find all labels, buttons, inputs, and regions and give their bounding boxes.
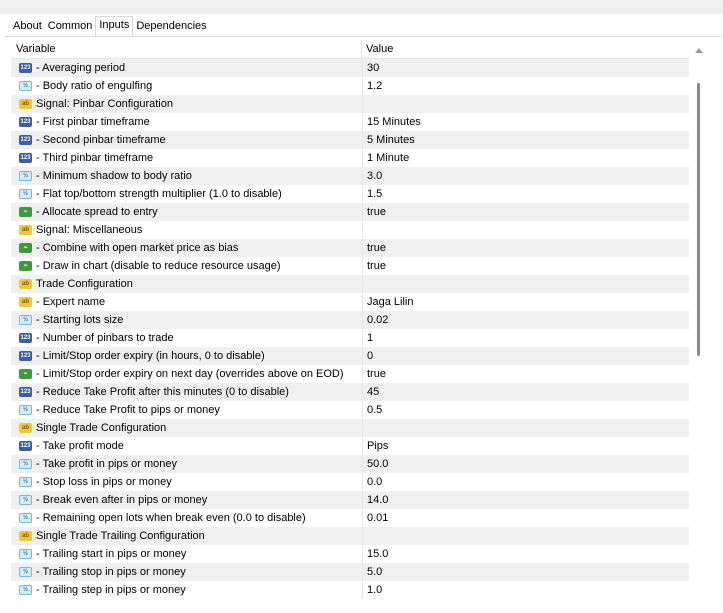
double-type-icon: ½ bbox=[19, 477, 32, 487]
double-type-icon: ½ bbox=[19, 315, 32, 325]
variable-label: - Starting lots size bbox=[36, 314, 124, 326]
table-row[interactable] bbox=[11, 203, 689, 221]
double-type-icon: ½ bbox=[19, 567, 32, 577]
variable-label: - Take profit in pips or money bbox=[36, 458, 178, 470]
variable-cell bbox=[11, 545, 363, 563]
integer-type-icon: 123 bbox=[20, 443, 31, 449]
value-cell[interactable]: Pips bbox=[367, 440, 389, 452]
variable-cell bbox=[11, 581, 363, 599]
value-cell[interactable]: 0 bbox=[367, 350, 374, 362]
table-row[interactable] bbox=[11, 491, 689, 509]
table-row[interactable] bbox=[11, 563, 689, 581]
integer-type-icon: 123 bbox=[20, 353, 31, 359]
table-row[interactable] bbox=[11, 347, 689, 365]
integer-type-icon: 123 bbox=[20, 335, 31, 341]
table-row[interactable] bbox=[11, 383, 689, 401]
variable-label: - Body ratio of engulfing bbox=[36, 80, 153, 92]
string-type-icon: ab bbox=[19, 225, 32, 235]
table-row[interactable] bbox=[11, 581, 689, 599]
inputs-grid bbox=[11, 40, 689, 612]
variable-label: - Draw in chart (disable to reduce resource usage) bbox=[36, 260, 281, 272]
variable-label: - Trailing start in pips or money bbox=[36, 548, 187, 560]
section-row[interactable] bbox=[11, 527, 689, 545]
table-row[interactable] bbox=[11, 437, 689, 455]
variable-cell bbox=[11, 509, 363, 527]
grid-header bbox=[11, 40, 689, 59]
value-cell[interactable]: Jaga Lilin bbox=[367, 296, 414, 308]
value-cell[interactable]: 3.0 bbox=[367, 170, 383, 182]
table-row[interactable] bbox=[11, 401, 689, 419]
string-type-icon: ab bbox=[19, 297, 32, 307]
integer-type-icon: 123 bbox=[20, 389, 31, 395]
scrollbar-thumb[interactable] bbox=[697, 83, 700, 356]
variable-label: - Break even after in pips or money bbox=[36, 494, 208, 506]
variable-cell bbox=[11, 437, 363, 455]
table-row[interactable] bbox=[11, 311, 689, 329]
variable-label: - Reduce Take Profit to pips or money bbox=[36, 404, 220, 416]
table-row[interactable] bbox=[11, 185, 689, 203]
variable-label: - First pinbar timeframe bbox=[36, 116, 150, 128]
variable-label: - Trailing stop in pips or money bbox=[36, 566, 186, 578]
variable-label: - Minimum shadow to body ratio bbox=[36, 170, 192, 182]
value-cell[interactable]: 1 bbox=[367, 332, 374, 344]
value-cell[interactable]: 0.0 bbox=[367, 476, 383, 488]
value-cell[interactable]: 15.0 bbox=[367, 548, 389, 560]
variable-cell bbox=[11, 455, 363, 473]
variable-cell bbox=[11, 563, 363, 581]
value-cell[interactable]: 1.2 bbox=[367, 80, 383, 92]
table-row[interactable] bbox=[11, 167, 689, 185]
value-cell[interactable]: true bbox=[367, 242, 386, 254]
variable-cell bbox=[11, 95, 363, 113]
section-row[interactable] bbox=[11, 275, 689, 293]
variable-label: - Third pinbar timeframe bbox=[36, 152, 154, 164]
variable-label: - Limit/Stop order expiry on next day (overrides above on EOD) bbox=[36, 368, 344, 380]
value-column-header[interactable]: Value bbox=[366, 43, 394, 55]
variable-cell bbox=[11, 383, 363, 401]
value-cell[interactable]: 1 Minute bbox=[367, 152, 410, 164]
variable-cell bbox=[11, 221, 363, 239]
table-row[interactable] bbox=[11, 131, 689, 149]
value-cell[interactable]: 5.0 bbox=[367, 566, 383, 578]
value-cell[interactable]: true bbox=[367, 206, 386, 218]
table-row[interactable] bbox=[11, 545, 689, 563]
variable-cell bbox=[11, 131, 363, 149]
variable-label: - Reduce Take Profit after this minutes (0 to disable) bbox=[36, 386, 289, 398]
variable-cell bbox=[11, 329, 363, 347]
variable-cell bbox=[11, 527, 363, 545]
variable-cell bbox=[11, 77, 363, 95]
value-cell[interactable]: true bbox=[367, 368, 386, 380]
variable-label: Signal: Pinbar Configuration bbox=[36, 98, 173, 110]
integer-type-icon: 123 bbox=[20, 119, 31, 125]
table-row[interactable] bbox=[11, 329, 689, 347]
double-type-icon: ½ bbox=[19, 405, 32, 415]
variable-label: - Stop loss in pips or money bbox=[36, 476, 172, 488]
double-type-icon: ½ bbox=[19, 513, 32, 523]
variable-label: - Second pinbar timeframe bbox=[36, 134, 166, 146]
string-type-icon: ab bbox=[19, 423, 32, 433]
variable-label: - Take profit mode bbox=[36, 440, 124, 452]
variable-cell bbox=[11, 149, 363, 167]
variable-label: - Allocate spread to entry bbox=[36, 206, 158, 218]
table-row[interactable] bbox=[11, 473, 689, 491]
variable-cell bbox=[11, 419, 363, 437]
variable-label: - Flat top/bottom strength multiplier (1.0 to disable) bbox=[36, 188, 282, 200]
string-type-icon: ab bbox=[19, 99, 32, 109]
window-top-band bbox=[0, 0, 723, 14]
string-type-icon: ab bbox=[19, 279, 32, 289]
variable-cell bbox=[11, 491, 363, 509]
variable-cell bbox=[11, 257, 363, 275]
table-row[interactable] bbox=[11, 59, 689, 77]
variable-label: Trade Configuration bbox=[36, 278, 133, 290]
variable-label: - Number of pinbars to trade bbox=[36, 332, 174, 344]
variable-label: - Remaining open lots when break even (0.0 to disable) bbox=[36, 512, 306, 524]
tab-bar bbox=[10, 18, 210, 36]
tab-inputs[interactable]: Inputs bbox=[95, 16, 133, 37]
value-cell[interactable]: 50.0 bbox=[367, 458, 389, 470]
variable-label: Single Trade Trailing Configuration bbox=[36, 530, 205, 542]
table-row[interactable] bbox=[11, 365, 689, 383]
boolean-type-icon: ⌁ bbox=[19, 369, 32, 379]
variable-label: - Averaging period bbox=[36, 62, 126, 74]
table-row[interactable] bbox=[11, 113, 689, 131]
variable-cell bbox=[11, 203, 363, 221]
value-cell[interactable]: 0.02 bbox=[367, 314, 389, 326]
boolean-type-icon: ⌁ bbox=[19, 243, 32, 253]
value-cell[interactable]: 0.5 bbox=[367, 404, 383, 416]
value-cell[interactable]: 15 Minutes bbox=[367, 116, 421, 128]
variable-cell bbox=[11, 275, 363, 293]
double-type-icon: ½ bbox=[19, 585, 32, 595]
value-cell[interactable]: 1.0 bbox=[367, 584, 383, 596]
variable-cell bbox=[11, 293, 363, 311]
variable-cell bbox=[11, 347, 363, 365]
variable-cell bbox=[11, 59, 363, 77]
double-type-icon: ½ bbox=[19, 495, 32, 505]
value-cell[interactable]: 14.0 bbox=[367, 494, 389, 506]
value-cell[interactable]: 5 Minutes bbox=[367, 134, 415, 146]
integer-type-icon: 123 bbox=[20, 65, 31, 71]
boolean-type-icon: ⌁ bbox=[19, 207, 32, 217]
tab-common[interactable]: Common bbox=[47, 20, 93, 32]
table-row[interactable] bbox=[11, 509, 689, 527]
value-cell[interactable]: 30 bbox=[367, 62, 380, 74]
vertical-scrollbar[interactable] bbox=[691, 46, 705, 612]
section-row[interactable] bbox=[11, 419, 689, 437]
double-type-icon: ½ bbox=[19, 189, 32, 199]
table-row[interactable] bbox=[11, 239, 689, 257]
variable-cell bbox=[11, 311, 363, 329]
variable-cell bbox=[11, 167, 363, 185]
value-cell[interactable]: 45 bbox=[367, 386, 380, 398]
boolean-type-icon: ⌁ bbox=[19, 261, 32, 271]
tab-dependencies[interactable]: Dependencies bbox=[136, 20, 207, 32]
variable-cell bbox=[11, 365, 363, 383]
variable-cell bbox=[11, 473, 363, 491]
value-cell[interactable]: 1.5 bbox=[367, 188, 383, 200]
string-type-icon: ab bbox=[19, 531, 32, 541]
variable-cell bbox=[11, 239, 363, 257]
section-row[interactable] bbox=[11, 221, 689, 239]
integer-type-icon: 123 bbox=[20, 155, 31, 161]
variable-label: - Limit/Stop order expiry (in hours, 0 to disable) bbox=[36, 350, 265, 362]
table-row[interactable] bbox=[11, 77, 689, 95]
double-type-icon: ½ bbox=[19, 459, 32, 469]
double-type-icon: ½ bbox=[19, 171, 32, 181]
variable-cell bbox=[11, 185, 363, 203]
variable-label: Single Trade Configuration bbox=[36, 422, 167, 434]
section-row[interactable] bbox=[11, 95, 689, 113]
table-row[interactable] bbox=[11, 149, 689, 167]
variable-cell bbox=[11, 113, 363, 131]
double-type-icon: ½ bbox=[19, 549, 32, 559]
value-cell[interactable]: true bbox=[367, 260, 386, 272]
integer-type-icon: 123 bbox=[20, 137, 31, 143]
table-row[interactable] bbox=[11, 455, 689, 473]
variable-label: - Combine with open market price as bias bbox=[36, 242, 239, 254]
double-type-icon: ½ bbox=[19, 81, 32, 91]
scroll-up-arrow-icon[interactable] bbox=[695, 48, 703, 53]
grid-rows bbox=[11, 59, 689, 599]
value-cell[interactable]: 0.01 bbox=[367, 512, 389, 524]
table-row[interactable] bbox=[11, 293, 689, 311]
table-row[interactable] bbox=[11, 257, 689, 275]
variable-column-header[interactable]: Variable bbox=[11, 40, 362, 58]
variable-label: - Trailing step in pips or money bbox=[36, 584, 186, 596]
tab-about[interactable]: About bbox=[13, 20, 42, 32]
variable-cell bbox=[11, 401, 363, 419]
variable-label: - Expert name bbox=[36, 296, 106, 308]
variable-label: Signal: Miscellaneous bbox=[36, 224, 143, 236]
